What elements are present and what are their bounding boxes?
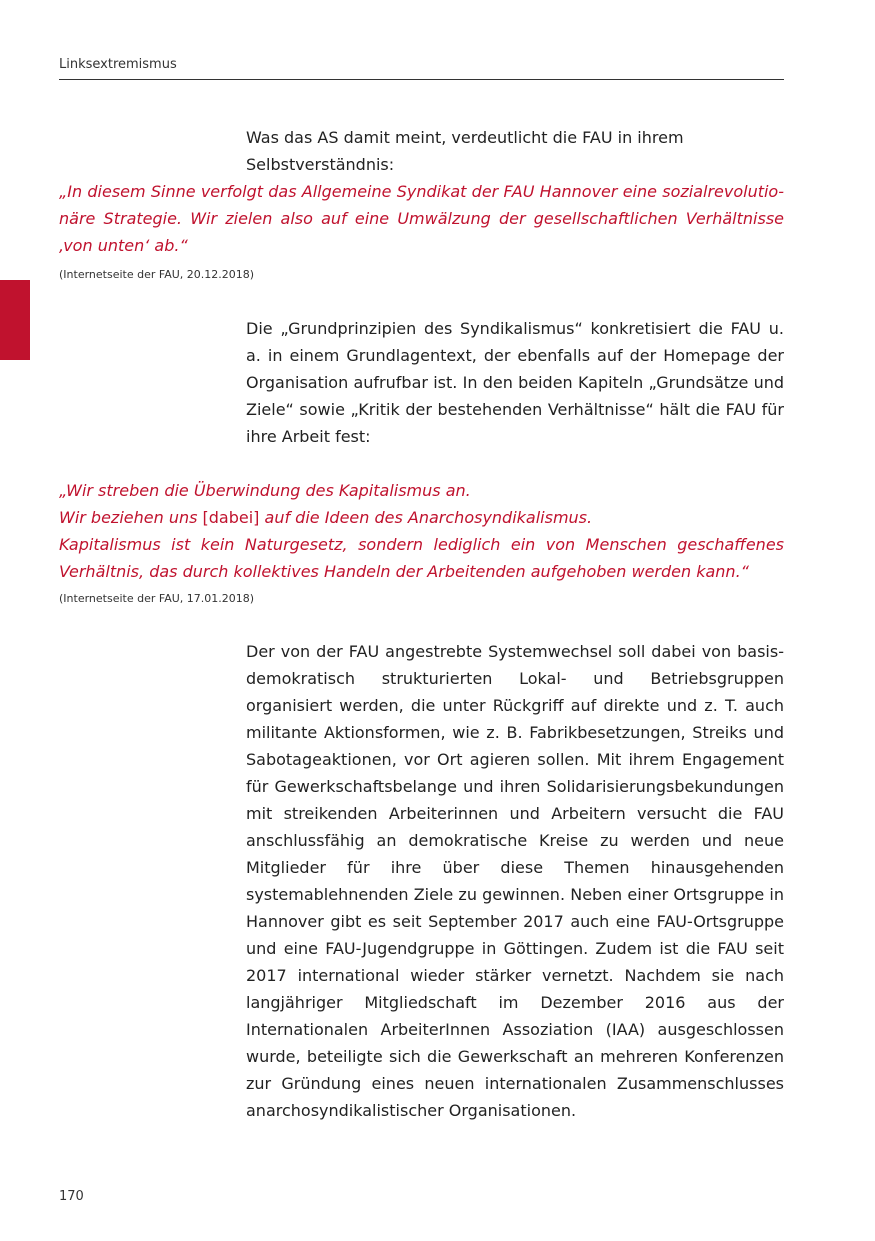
page-number: 170 — [59, 1189, 84, 1204]
quote-2-line-2 — [59, 504, 784, 531]
quote-block-1: „In diesem Sinne verfolgt das Allgemeine Syndikat der FAU Hannover eine sozialrevolutionäre Strategie. Wir zielen also auf eine Umwälzung der gesellschaftlichen Verhältnisse ‚von unten‘ ab.“ — [59, 182, 784, 255]
quote-2-line-1: „Wir streben die Überwindung des Kapitalismus an. — [59, 481, 471, 500]
paragraph-grundprinzipien: Die „Grundprinzipien des Syndikalismus“ konkretisiert die FAU u. a. in einem Grundlagentext, der ebenfalls auf der Homepage der Organisation aufrufbar ist. In den beiden Kapiteln „Grundsätze und Ziele“ sowie „Kritik der bestehenden Verhältnisse“ hält die FAU für ihre Arbeit fest: — [246, 319, 784, 446]
quote-source-1: (Internetseite der FAU, 20.12.2018) — [59, 268, 255, 281]
quote-2-line-2-end: auf die Ideen des Anarchosyndikalismus. — [259, 508, 593, 527]
quote-source-2: (Internetseite der FAU, 17.01.2018) — [59, 592, 255, 605]
running-head: Linksextremismus — [59, 57, 177, 72]
intro-paragraph: Was das AS damit meint, verdeutlicht die FAU in ihrem Selbstverständnis: — [246, 128, 684, 174]
quote-block-2 — [59, 477, 784, 585]
header-rule — [59, 79, 784, 80]
chapter-marker-tab — [0, 280, 30, 360]
quote-2-line-3: Kapitalismus ist kein Naturgesetz, sondern lediglich ein von Menschen geschaffenes Verhältnis, das durch kollektives Handeln der Arbeitenden aufgehoben werden kann.“ — [59, 535, 784, 581]
quote-2-insertion: [dabei] — [202, 508, 260, 527]
paragraph-systemwechsel: Der von der FAU angestrebte Systemwechsel soll dabei von basisdemokratisch strukturierten Lokal- und Betriebsgruppen organisiert werden, die unter Rückgriff auf direkte und z. T. auch militante Aktionsformen, wie z. B. Fabrikbesetzungen, Streiks und Sabotageaktionen, vor Ort agieren sollen. Mit ihrem Engagement für Gewerkschaftsbelange und ihren Solidarisierungsbekundungen mit streikenden Arbeiterinnen und Arbeitern versucht die FAU anschlussfähig an demokratische Kreise zu werden und neue Mitglieder für ihre über diese Themen hinausgehenden systemablehnenden Ziele zu gewinnen. Neben einer Ortsgruppe in Hannover gibt es seit September 2017 auch eine FAU-Ortsgruppe und eine FAU-Jugendgruppe in Göttingen. Zudem ist die FAU seit 2017 international wieder stärker vernetzt. Nachdem sie nach langjähriger Mitgliedschaft im Dezember 2016 aus der Internationalen ArbeiterInnen Assoziation (IAA) ausgeschlossen wurde, beteiligte sich die Gewerkschaft an mehreren Konferenzen zur Gründung eines neuen internationalen Zusammenschlusses anarchosyndikalistischer Organisationen. — [246, 642, 784, 1120]
quote-2-line-2-start: Wir beziehen uns — [59, 508, 203, 527]
